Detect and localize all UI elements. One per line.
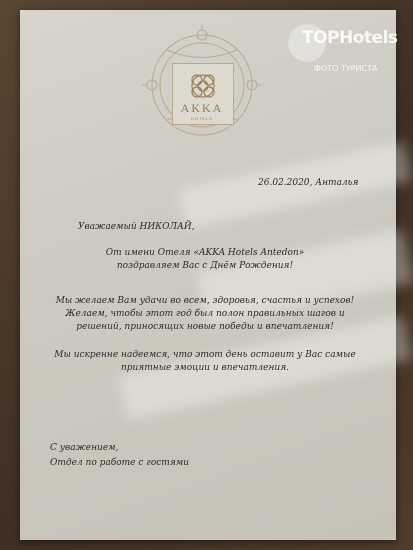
paragraph-line: Желаем, чтобы этот год был полон правильных шагов и: [65, 309, 345, 319]
greeting: Уважаемый НИКОЛАЙ,: [78, 222, 195, 232]
paragraph-line: Мы желаем Вам удачи во всем, здоровья, счастья и успехов!: [55, 296, 355, 306]
paragraph-line: От имени Отеля «AKKA Hotels Antedon»: [105, 248, 305, 258]
paragraph-line: решений, приносящих новые победы и впечатления!: [76, 322, 334, 332]
signature: Отдел по работе с гостями: [50, 458, 190, 468]
logo-name: AKKA: [180, 101, 224, 115]
watermark-brand: TOPHotels: [302, 28, 398, 48]
tophotels-watermark: [288, 20, 408, 82]
watermark-tagline: ФОТО ТУРИСТА: [314, 64, 378, 73]
paragraph-line: приятные эмоции и впечатления.: [120, 363, 290, 373]
date-place: 26.02.2020, Анталья: [258, 178, 359, 188]
closing: С уважением,: [50, 443, 119, 453]
paragraph-line: поздравляем Вас с Днём Рождения!: [116, 261, 294, 271]
logo-subtitle: HOTELS: [190, 116, 213, 121]
paragraph-line: Мы искренне надеемся, что этот день оставит у Вас самые: [54, 350, 356, 360]
